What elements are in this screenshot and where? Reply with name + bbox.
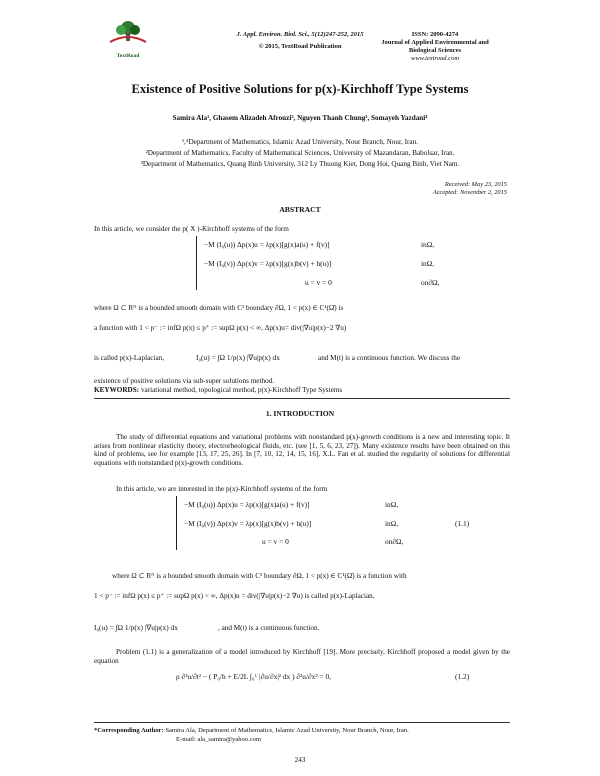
journal-info	[380, 31, 490, 63]
abstract-laplacian-post: and M(t) is a continuous function. We discuss the	[318, 354, 461, 362]
accepted-date: Accepted: November 2, 2015	[432, 189, 507, 196]
abstract-laplacian-pre: is called p(x)-Laplacian,	[94, 354, 165, 362]
keywords	[94, 386, 342, 395]
received-date: Received: May 23, 2015	[444, 181, 507, 188]
intro-function-line: 1 < p⁻ := infΩ p(x) ≤ p⁺ := supΩ p(x) < ∞, Δp(x)u = div(|∇u|p(x)−2 ∇u) is called p(x)-Laplacian,	[94, 592, 375, 600]
intro-system-dom2: inΩ,	[385, 519, 399, 528]
intro-system-eq1: −M (I₀(u)) Δp(x)u = λp(x)[g(x)a(u) + f(v)]	[184, 500, 310, 509]
intro-laplacian-formula: I₀(u) = ∫Ω 1/p(x) |∇u|p(x) dx	[94, 623, 178, 632]
website-link[interactable]: www.textroad.com	[410, 55, 460, 62]
intro-system-brace	[176, 496, 177, 550]
abstract-system-dom3: on∂Ω,	[421, 278, 440, 287]
journal-reference	[215, 31, 385, 51]
intro-paragraph-3: Problem (1.1) is a generalization of a model introduced by Kirchhoff [19]. More precisely, Kirchhoff proposed a model given by the equation	[94, 648, 510, 665]
abstract-intro: In this article, we consider the p( X )-Kirchhoff systems of the form	[94, 225, 289, 233]
abstract-system-eq2: −M (I₀(v)) Δp(x)v = λp(x)[g(x)b(v) + h(u)]	[204, 259, 332, 268]
abstract-system-eq3: u = v = 0	[305, 278, 332, 287]
kirchhoff-eq-label: (1.2)	[455, 672, 470, 681]
paper-title: Existence of Positive Solutions for p(x)-Kirchhoff Type Systems	[131, 82, 469, 96]
journal-name: Journal of Applied Environmental and Biological Sciences	[381, 39, 489, 54]
intro-eq-label: (1.1)	[455, 519, 470, 528]
abstract-system-dom1: inΩ,	[421, 240, 435, 249]
keywords-label: KEYWORDS:	[94, 386, 140, 394]
intro-heading: 1. INTRODUCTION	[265, 409, 335, 418]
abstract-system-brace	[196, 236, 197, 290]
intro-laplacian-post: , and M(t) is a continuous function.	[218, 624, 320, 632]
page-number: 243	[294, 756, 306, 764]
footnote-text: Samira Ala, Department of Mathematics, Islamic Azad University, Nour Branch, Nour, Iran.	[165, 727, 409, 734]
intro-paragraph-1: The study of differential equations and variational problems with nonstandard p(x)-growth conditions is a new and interesting topic. It arises from nonlinear elasticity theory, electrorheological fluids, etc. (see [1, 5, 6, 23, 27]). Many existence results have been obtained on this kind of problems, see for example [13, 17, 25, 26]. In [7, 10, 12, 14, 15, 16], X.L. Fan et al. studied the regularity of solutions for differential equations with nonstandard p(x)-growth conditions.	[94, 433, 510, 467]
footnote-divider	[94, 722, 510, 723]
intro-paragraph-2: In this article, we are interested in the p(x)-Kirchhoff systems of the form	[116, 485, 328, 493]
footnote-label: *Corresponding Author:	[94, 727, 164, 734]
abstract-heading: ABSTRACT	[279, 205, 321, 214]
affiliation-2: ²Department of Mathematics, Faculty of Mathematical Sciences, University of Mazandaran, Babolsar, Iran.	[145, 149, 455, 157]
journal-logo	[106, 18, 150, 59]
abstract-end: existence of positive solutions via sub-super solutions method.	[94, 377, 275, 385]
abstract-laplacian-formula: I₀(u) = ∫Ω 1/p(x) |∇u|p(x) dx	[196, 353, 280, 362]
intro-where: where Ω ⊂ Rᴺ is a bounded smooth domain with C² boundary ∂Ω, 1 < p(x) ∈ C¹(Ω̄) is a function with	[112, 572, 407, 580]
corresponding-author	[94, 727, 409, 736]
journal-ref: J. Appl. Environ. Biol. Sci., 5(12)247-252, 2015	[236, 31, 364, 38]
keywords-text: variational method, topological method, p(x)-Kirchhoff Type Systems	[140, 386, 343, 394]
copyright: © 2015, TextRoad Publication	[258, 43, 342, 50]
intro-system-eq3: u = v = 0	[262, 537, 289, 546]
abstract-where: where Ω ⊂ Rᴺ is a bounded smooth domain with C² boundary ∂Ω, 1 < p(x) ∈ C¹(Ω̄) is	[94, 304, 344, 312]
affiliation-1: ¹,⁴Department of Mathematics, Islamic Azad University, Nour Branch, Nour, Iran.	[181, 138, 419, 146]
abstract-system-eq1: −M (I₀(u)) Δp(x)u = λp(x)[g(x)a(u) + f(v)]	[204, 240, 330, 249]
kirchhoff-equation: ρ ∂²u/∂t² − ( P₀/h + E/2L ∫₀ᴸ |∂u/∂x|² dx ) ∂²u/∂x² = 0,	[176, 672, 331, 681]
abstract-divider	[94, 398, 510, 399]
abstract-system-dom2: inΩ,	[421, 259, 435, 268]
author-email[interactable]: E-mail: ala_samira@yahoo.com	[176, 736, 262, 743]
authors: Samira Ala¹, Ghasem Alizadeh Afrouzi², Nguyen Thanh Chung³, Somayeh Yazdani⁴	[172, 114, 428, 122]
logo-text: TextRoad	[116, 53, 140, 59]
abstract-function-line: a function with 1 < p⁻ := infΩ p(x) ≤ p⁺ := supΩ p(x) < ∞, Δp(x)u= div(|∇u|p(x)−2 ∇u)	[94, 324, 347, 332]
intro-system-eq2: −M (I₀(v)) Δp(x)v = λp(x)[g(x)b(v) + h(u)]	[184, 519, 312, 528]
affiliation-3: ³Department of Mathematics, Quang Binh University, 312 Ly Thuong Kiet, Dong Hoi, Quang Binh, Viet Nam.	[140, 160, 460, 168]
issn: ISSN: 2090-4274	[411, 31, 459, 38]
intro-system-dom3: on∂Ω,	[385, 537, 404, 546]
intro-system-dom1: inΩ,	[385, 500, 399, 509]
